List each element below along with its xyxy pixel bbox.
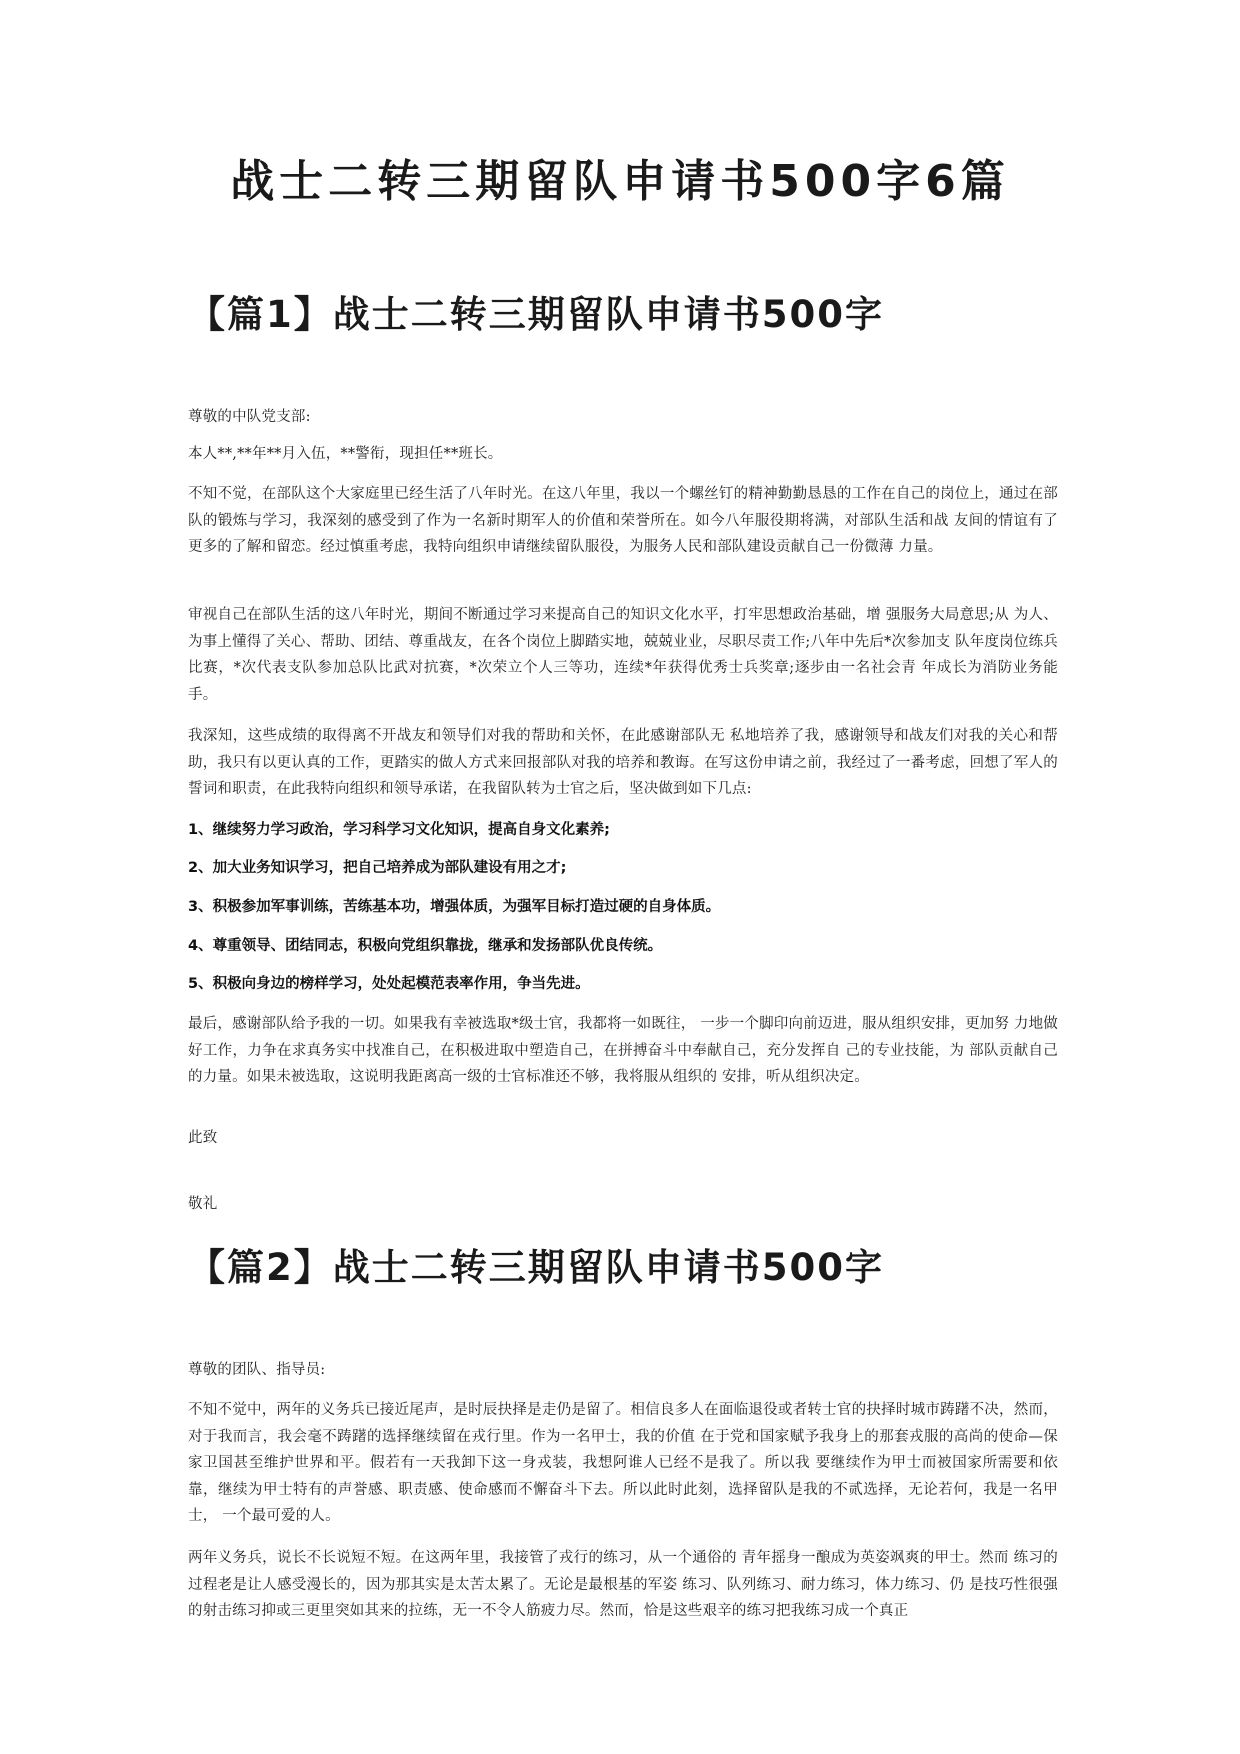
section-2-paragraph-1: 不知不觉中，两年的义务兵已接近尾声，是时辰抉择是走仍是留了。相信良多人在面临退役或者转士官的抉择时城市踌躇不决，然而，对于我而言，我会毫不踌躇的选择继续留在戎行里。作为一名甲士，我的价值 在于党和国家赋予我身上的那套戎服的高尚的使命—保家卫国甚至维护世界和平。假若有一天我卸下这一身戎装，我想阿谁人已经不是我了。所以我 要继续作为甲士而被国家所需要和依靠，继续为甲士特有的声誉感、职责感、使命感而不懈奋斗下去。所以此时此刻，选择留队是我的不贰选择，无论若何，我是一名甲士， 一个最可爱的人。 bbox=[188, 1402, 1058, 1524]
section-1-heading: 【篇1】战士二转三期留队申请书500字 bbox=[188, 293, 884, 336]
section-1-salutation: 尊敬的中队党支部: bbox=[188, 409, 311, 425]
section-1-paragraph-1: 不知不觉，在部队这个大家庭里已经生活了八年时光。在这八年里，我以一个螺丝钉的精神勤勤恳恳的工作在自己的岗位上，通过在部队的锻炼与学习，我深刻的感受到了作为一名新时期军人的价值和荣誉所在。如今八年服役期将满，对部队生活和战 友间的情谊有了更多的了解和留恋。经过慎重考虑，我特向组织申请继续留队服役，为服务人民和部队建设贡献自己一份微薄 力量。 bbox=[188, 486, 1058, 555]
section-1-intro: 本人**,**年**月入伍，**警衔，现担任**班长。 bbox=[188, 446, 503, 462]
section-1-regards: 敬礼 bbox=[188, 1196, 218, 1212]
document-title: 战士二转三期留队申请书500字6篇 bbox=[230, 156, 1010, 207]
list-item: 1、继续努力学习政治，学习科学习文化知识，提高自身文化素养; bbox=[188, 822, 610, 838]
section-1-paragraph-4: 最后，感谢部队给予我的一切。如果我有幸被选取*级士官，我都将一如既往， 一步一个脚印向前迈进，服从组织安排，更加努 力地做好工作，力争在求真务实中找准自己，在积极进取中塑造自己，在拼搏奋斗中奉献自己，充分发挥自 己的专业技能，为 部队贡献自己的力量。如果未被选取，这说明我距离高一级的士官标准还不够，我将服从组织的 安排，听从组织决定。 bbox=[188, 1016, 1058, 1085]
section-1-paragraph-3: 我深知，这些成绩的取得离不开战友和领导们对我的帮助和关怀，在此感谢部队无 私地培养了我，感谢领导和战友们对我的关心和帮助，我只有以更认真的工作，更踏实的做人方式来回报部队对我的培养和教诲。在写这份申请之前，我经过了一番考虑，回想了军人的誓词和职责，在此我特向组织和领导承诺，在我留队转为士官之后，坚决做到如下几点: bbox=[188, 728, 1058, 797]
list-item: 2、加大业务知识学习，把自己培养成为部队建设有用之才; bbox=[188, 860, 567, 876]
section-1-paragraph-2: 审视自己在部队生活的这八年时光，期间不断通过学习来提高自己的知识文化水平，打牢思想政治基础，增 强服务大局意思;从 为人、为事上懂得了关心、帮助、团结、尊重战友，在各个岗位上脚踏实地，兢兢业业，尽职尽责工作;八年中先后*次参加支 队年度岗位练兵比赛，*次代表支队参加总队比武对抗赛，*次荣立个人三等功，连续*年获得优秀士兵奖章;逐步由一名社会青 年成长为消防业务能手。 bbox=[188, 607, 1058, 703]
section-1-closing: 此致 bbox=[188, 1130, 218, 1146]
list-item: 4、尊重领导、团结同志，积极向党组织靠拢，继承和发扬部队优良传统。 bbox=[188, 938, 663, 954]
section-2-paragraph-2: 两年义务兵，说长不长说短不短。在这两年里，我接管了戎行的练习，从一个通俗的 青年摇身一酿成为英姿飒爽的甲士。然而 练习的过程老是让人感受漫长的，因为那其实是太苦太累了。无论是最根基的军姿 练习、队列练习、耐力练习，体力练习、仍 是技巧性很强的射击练习抑或三更里突如其来的拉练，无一不令人筋疲力尽。然而，恰是这些艰辛的练习把我练习成一个真正 bbox=[188, 1550, 1058, 1619]
section-2-salutation: 尊敬的团队、指导员: bbox=[188, 1362, 326, 1378]
list-item: 3、积极参加军事训练，苦练基本功，增强体质，为强军目标打造过硬的自身体质。 bbox=[188, 899, 721, 915]
section-2-heading: 【篇2】战士二转三期留队申请书500字 bbox=[188, 1246, 884, 1289]
list-item: 5、积极向身边的榜样学习，处处起模范表率作用，争当先进。 bbox=[188, 976, 590, 992]
